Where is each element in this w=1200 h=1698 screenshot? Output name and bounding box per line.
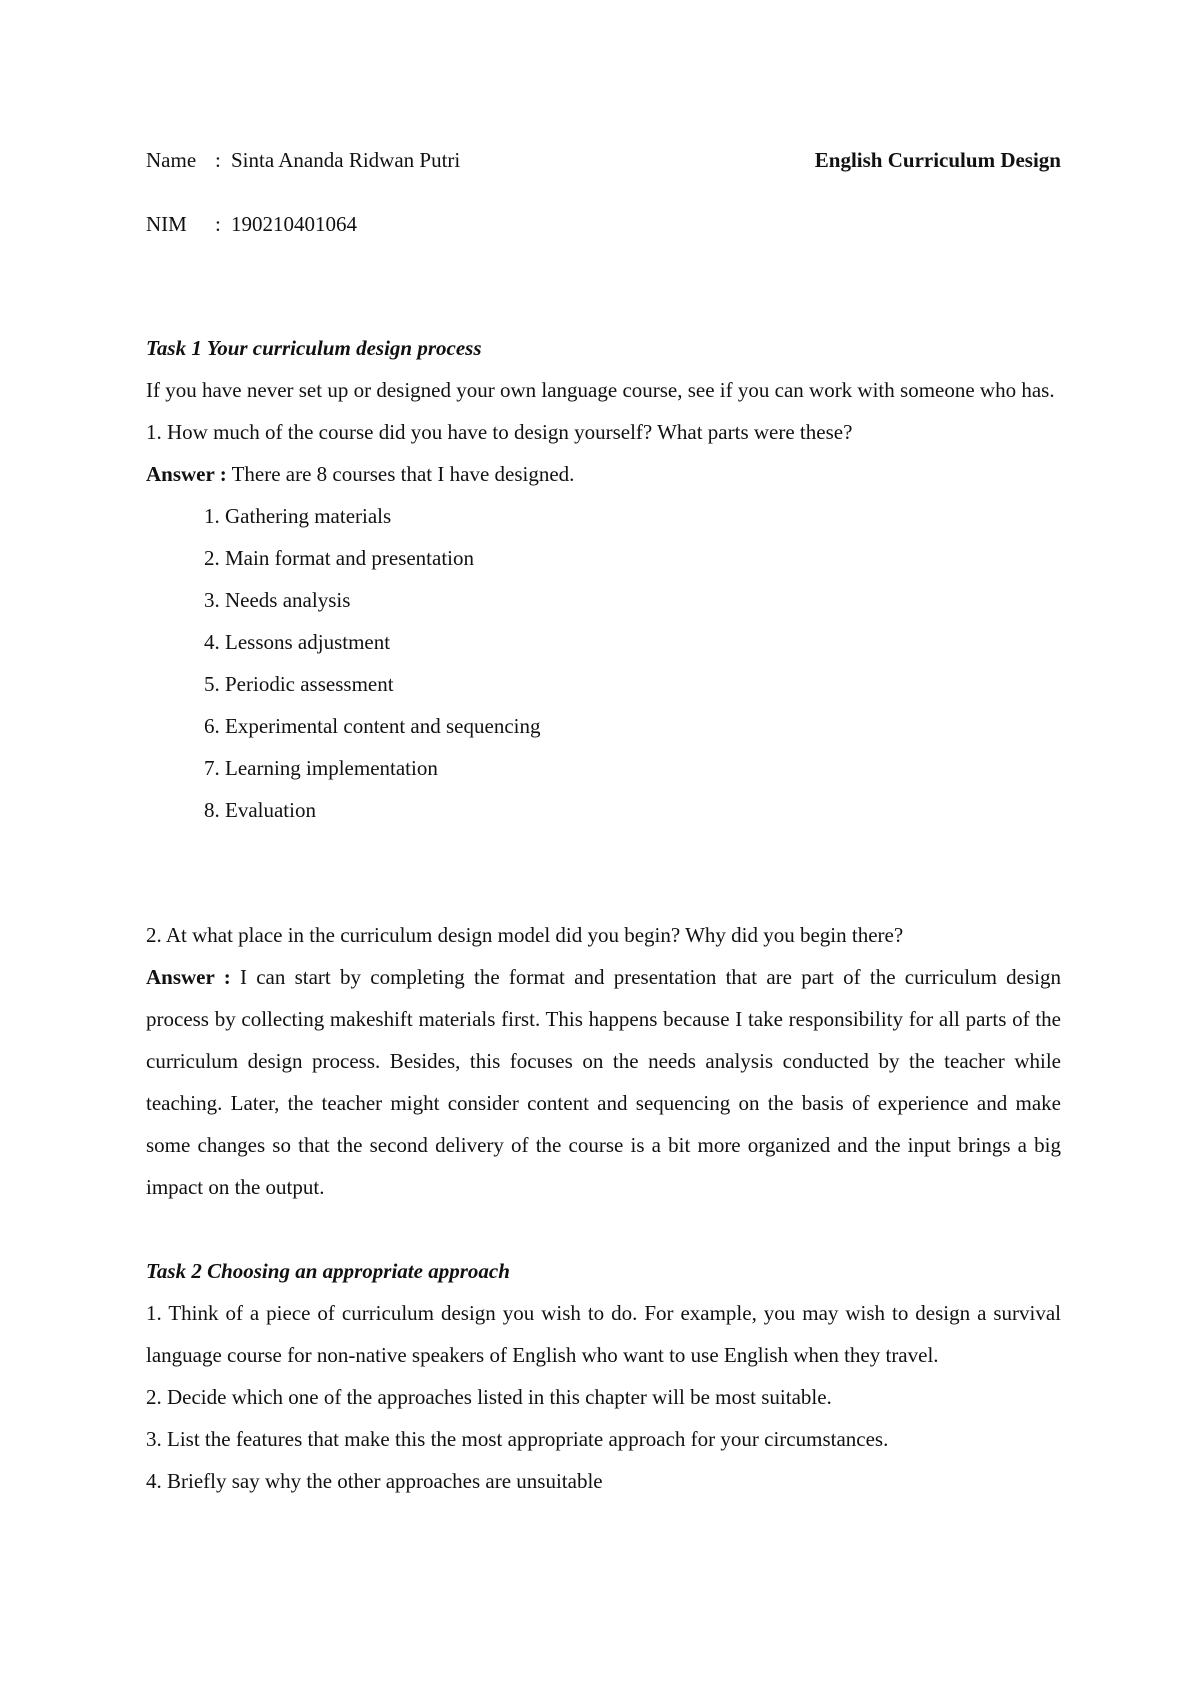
list-item: 4. Lessons adjustment — [204, 630, 391, 654]
task2-item-3: 3. List the features that make this the most appropriate approach for your circumstances. — [146, 1427, 889, 1451]
task1-intro: If you have never set up or designed your own language course, see if you can work with someone who has. — [146, 378, 1055, 402]
task1-question-2: 2. At what place in the curriculum design model did you begin? Why did you begin there? — [146, 923, 904, 947]
task1-heading: Task 1 Your curriculum design process — [146, 336, 482, 360]
answer-label: Answer : — [146, 462, 227, 486]
list-item: 2. Main format and presentation — [204, 546, 475, 570]
list-item: 6. Experimental content and sequencing — [204, 714, 541, 738]
nim-row — [146, 210, 1061, 238]
answer-label: Answer : — [146, 965, 231, 989]
nim-label: NIM — [146, 212, 187, 236]
task1-question-1: 1. How much of the course did you have to design yourself? What parts were these? — [146, 420, 853, 444]
task2-item-2: 2. Decide which one of the approaches listed in this chapter will be most suitable. — [146, 1385, 832, 1409]
task2-section — [146, 1250, 1061, 1502]
list-item: 7. Learning implementation — [204, 756, 438, 780]
answer-text: There are 8 courses that I have designed. — [226, 462, 575, 486]
nim-value: 190210401064 — [231, 212, 357, 236]
name-label: Name — [146, 148, 197, 172]
name-separator: : — [215, 148, 221, 172]
task2-item-1: 1. Think of a piece of curriculum design you wish to do. For example, you may wish to design a survival language course for non-native speakers of English who want to use English when they travel. — [146, 1301, 1061, 1367]
answer-text: I can start by completing the format and presentation that are part of the curriculum design process by collecting makeshift materials first. This happens because I take responsibility for all parts of the curriculum design process. Besides, this focuses on the needs analysis conducted by the teacher while teaching. Later, the teacher might consider content and sequencing on the basis of experience and make some changes so that the second delivery of the course is a bit more organized and the input brings a big impact on the output. — [146, 965, 1061, 1199]
task1-answer-2 — [146, 956, 1061, 1208]
name-value: Sinta Ananda Ridwan Putri — [231, 148, 461, 172]
list-item: 5. Periodic assessment — [204, 672, 394, 696]
task2-heading: Task 2 Choosing an appropriate approach — [146, 1259, 510, 1283]
task1-answer-1 — [146, 453, 1061, 495]
nim-separator: : — [215, 212, 221, 236]
course-list — [146, 495, 1061, 831]
task1-section — [146, 327, 1061, 831]
name-row — [146, 146, 1061, 174]
task2-item-4: 4. Briefly say why the other approaches are unsuitable — [146, 1469, 603, 1493]
task1-question-2-section — [146, 914, 1061, 1208]
course-title: English Curriculum Design — [814, 148, 1061, 172]
list-item: 8. Evaluation — [204, 798, 316, 822]
list-item: 3. Needs analysis — [204, 588, 351, 612]
list-item: 1. Gathering materials — [204, 504, 392, 528]
